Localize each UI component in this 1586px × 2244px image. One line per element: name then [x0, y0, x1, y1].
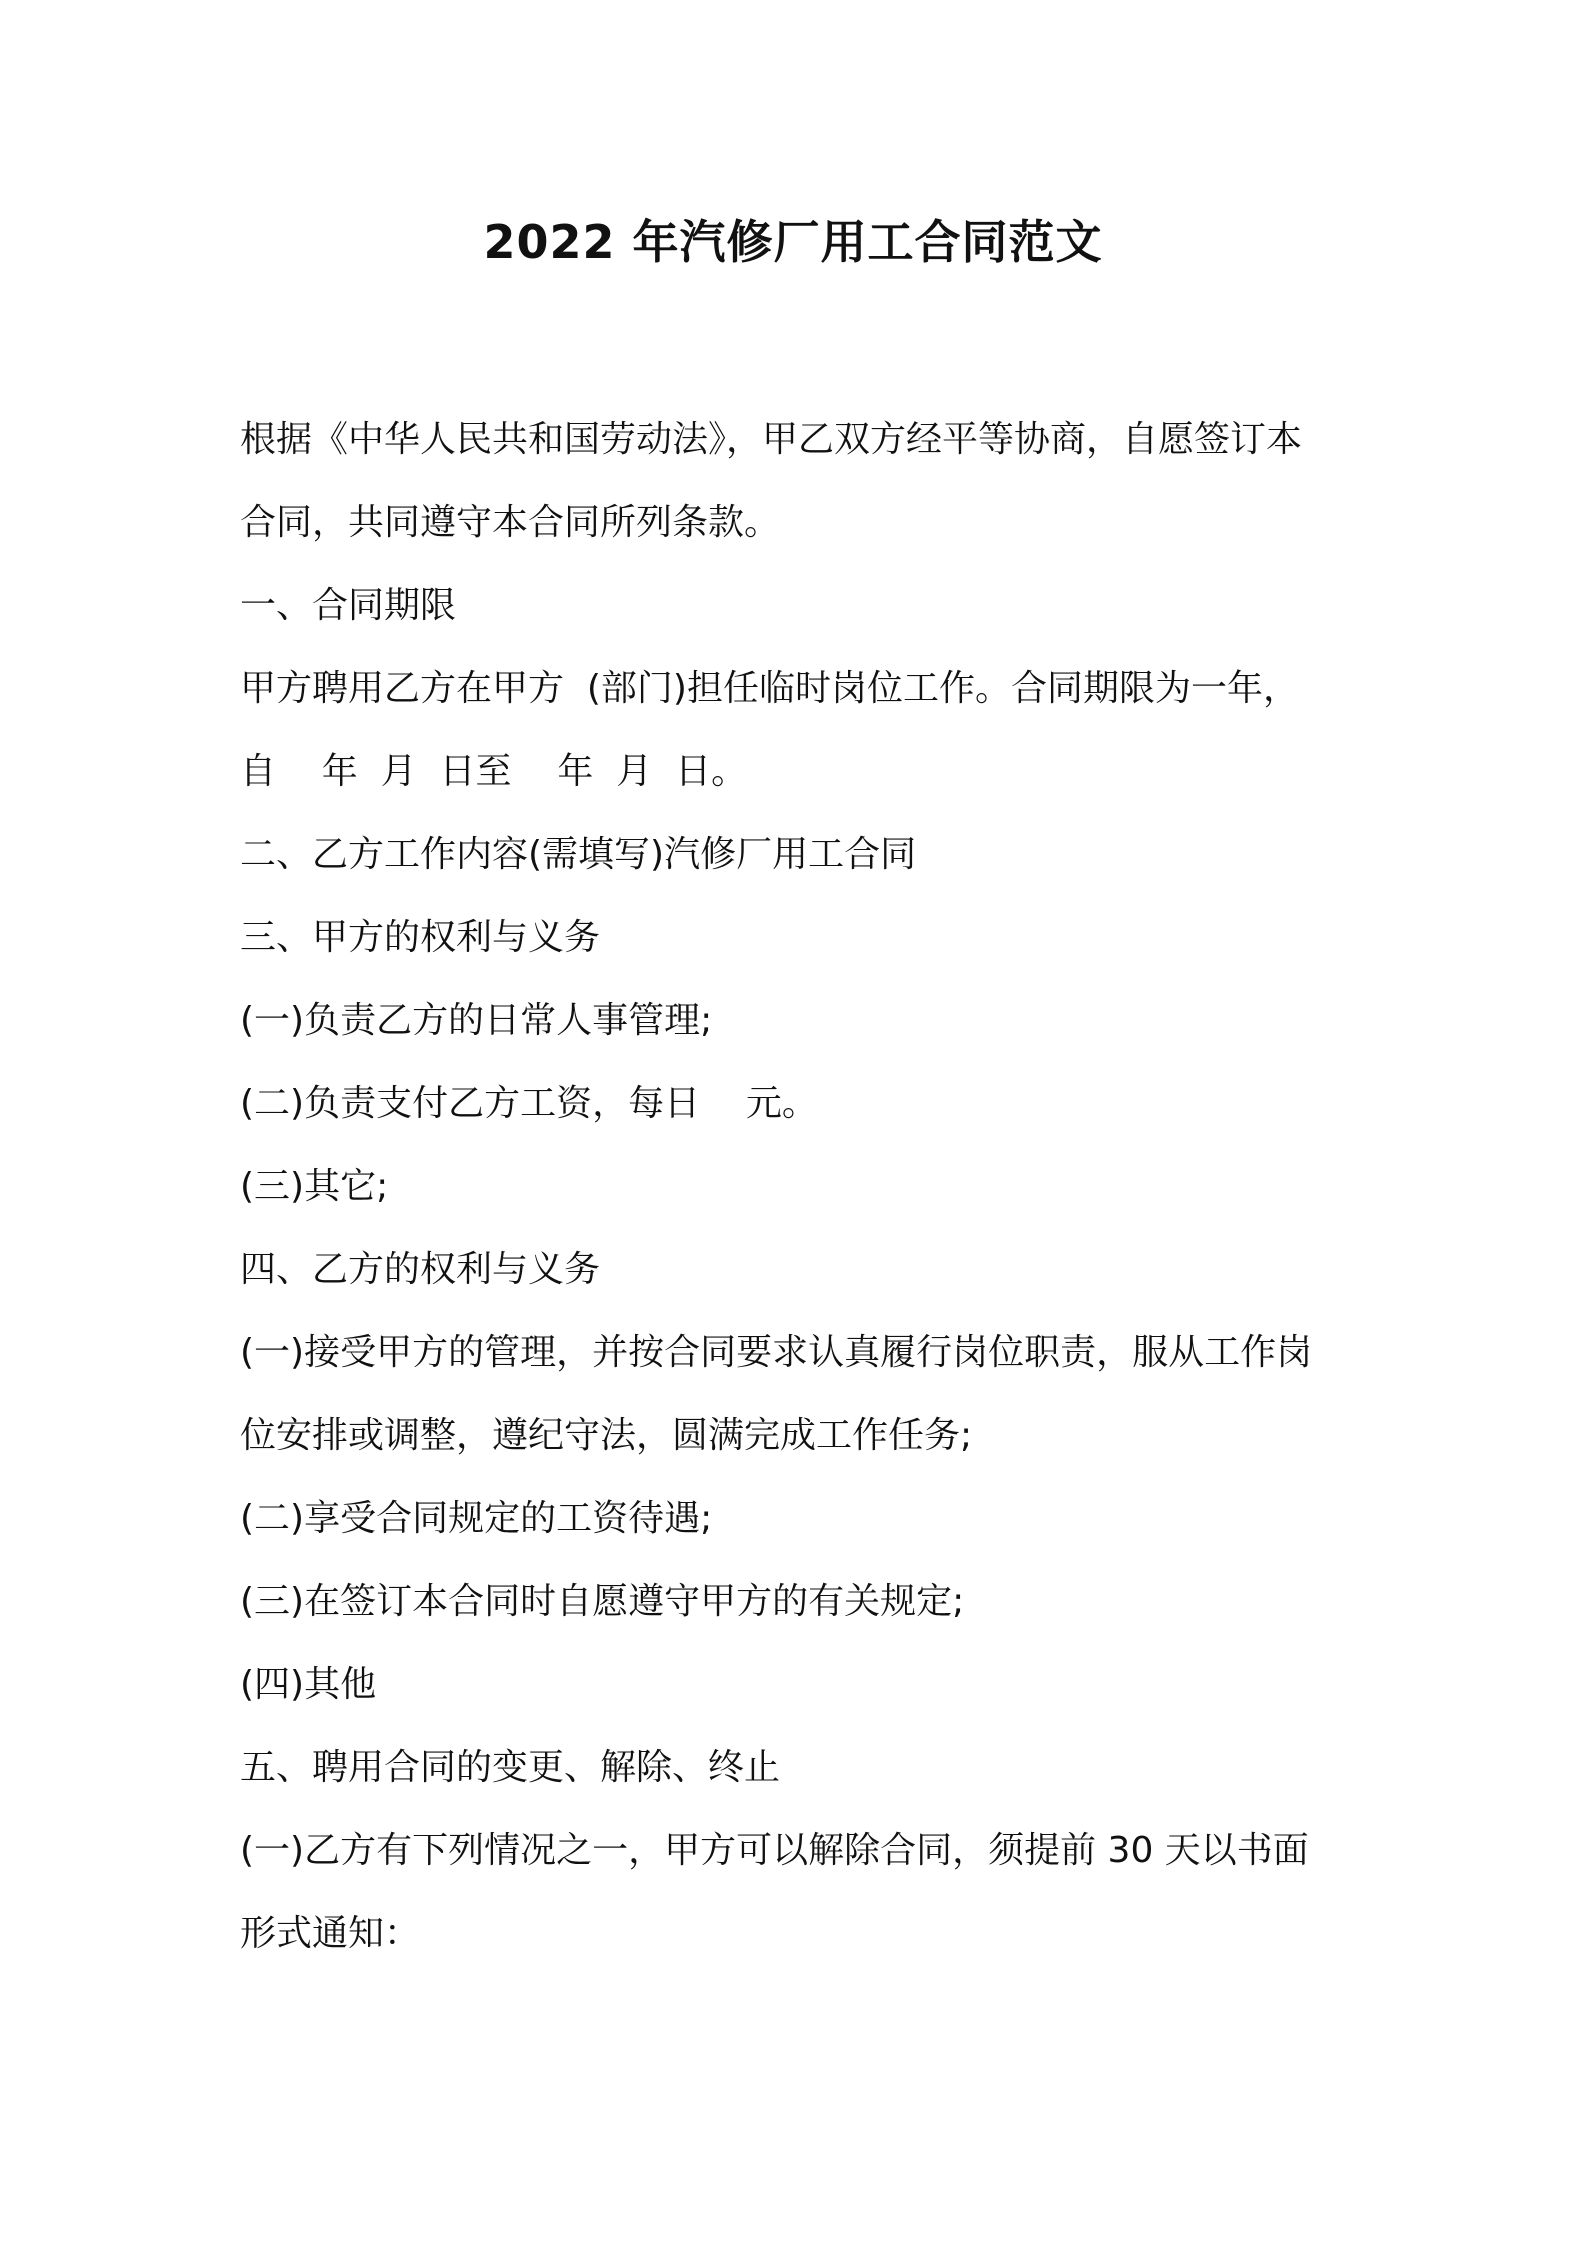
- list-item: (一)乙方有下列情况之一，甲方可以解除合同，须提前 30 天以书面: [240, 1830, 1309, 1871]
- list-item: (二)负责支付乙方工资，每日 元。: [240, 1083, 818, 1124]
- section-heading: 二、乙方工作内容(需填写)汽修厂用工合同: [240, 834, 917, 875]
- list-item-continuation: 形式通知：: [240, 1913, 421, 1954]
- document-title: 2022 年汽修厂用工合同范文: [483, 215, 1103, 269]
- section-heading: 三、甲方的权利与义务: [240, 917, 601, 958]
- list-item: (一)负责乙方的日常人事管理;: [240, 1000, 713, 1041]
- list-item: (四)其他: [240, 1664, 377, 1705]
- paragraph-line: 根据《中华人民共和国劳动法》，甲乙双方经平等协商，自愿签订本: [240, 419, 1303, 460]
- section-heading: 一、合同期限: [240, 585, 457, 626]
- list-item: (三)在签订本合同时自愿遵守甲方的有关规定;: [240, 1581, 965, 1622]
- section-heading: 五、聘用合同的变更、解除、终止: [240, 1747, 781, 1788]
- paragraph-line: 合同，共同遵守本合同所列条款。: [240, 502, 781, 543]
- list-item: (二)享受合同规定的工资待遇;: [240, 1498, 713, 1539]
- list-item-continuation: 位安排或调整，遵纪守法，圆满完成工作任务;: [240, 1415, 973, 1456]
- paragraph-line: 自 年 月 日至 年 月 日。: [240, 751, 748, 792]
- list-item: (一)接受甲方的管理，并按合同要求认真履行岗位职责，服从工作岗: [240, 1332, 1313, 1373]
- document-body: [240, 404, 1360, 1981]
- list-item: (三)其它;: [240, 1166, 389, 1207]
- section-heading: 四、乙方的权利与义务: [240, 1249, 601, 1290]
- paragraph-line: 甲方聘用乙方在甲方 (部门)担任临时岗位工作。合同期限为一年，: [240, 668, 1299, 709]
